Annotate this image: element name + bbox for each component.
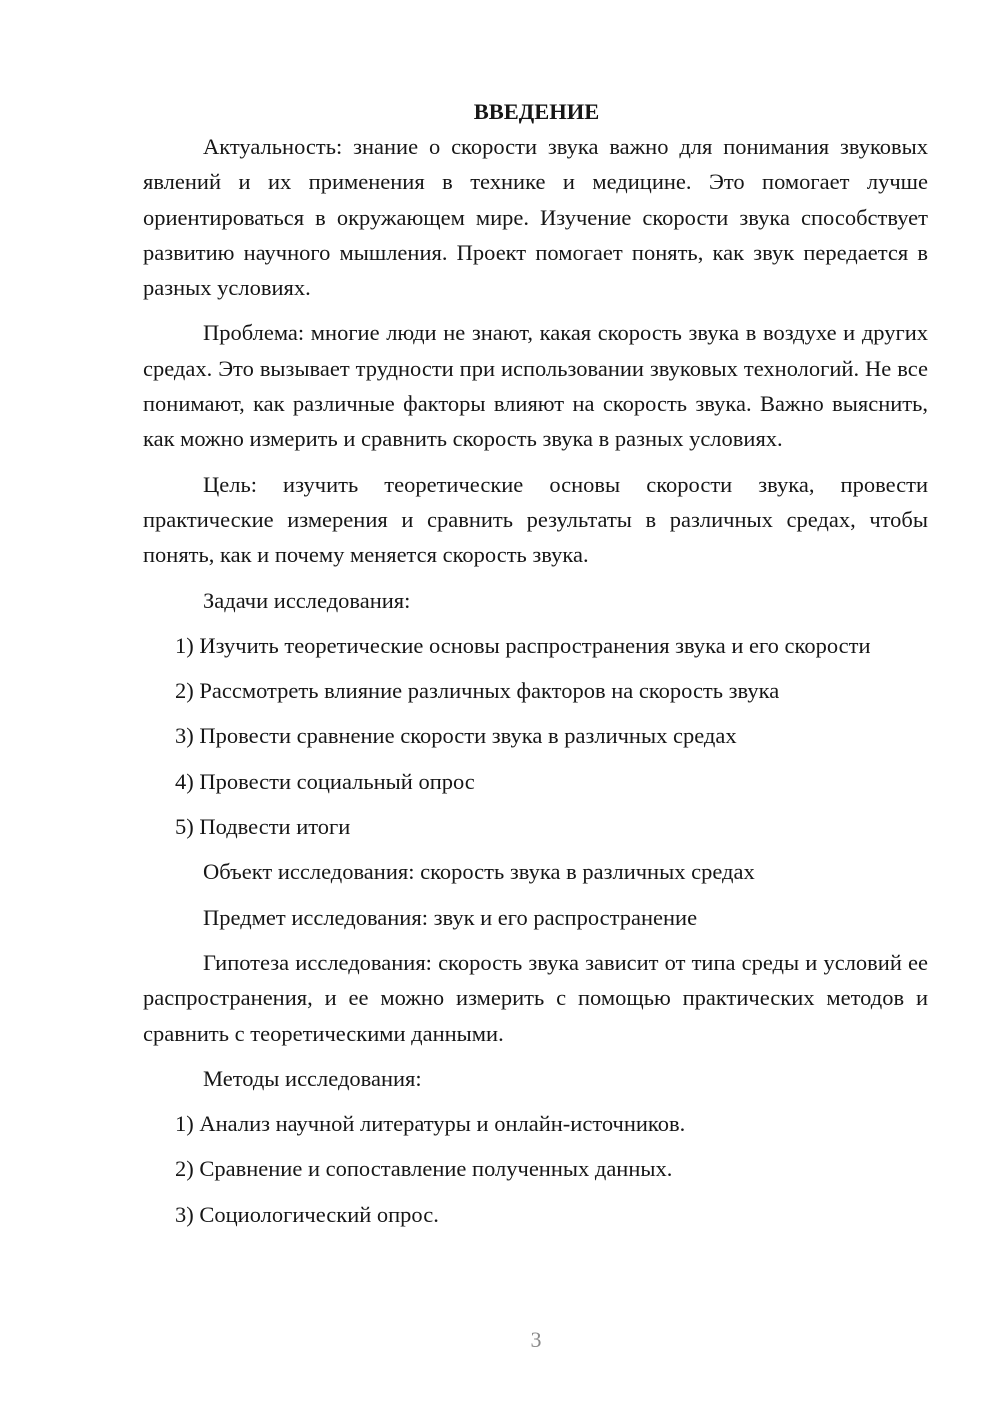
section-heading: ВВЕДЕНИЕ: [473, 99, 600, 124]
method-item: 2) Сравнение и сопоставление полученных данных.: [175, 1156, 673, 1182]
relevance-paragraph: Актуальность: знание о скорости звука важно для понимания звуковых явлений и их применения в технике и медицине. Это помогает лучше ориентироваться в окружающем мире. Изучение скорости звука способствует развитию научного мышления. Проект помогает понять, как звук передается в разных условиях.: [143, 134, 928, 301]
subject-paragraph: Предмет исследования: звук и его распространение: [203, 904, 698, 930]
methods-label: Методы исследования:: [203, 1065, 422, 1091]
goal-paragraph: Цель: изучить теоретические основы скорости звука, провести практические измерения и сравнить результаты в различных средах, чтобы понять, как и почему меняется скорость звука.: [143, 471, 928, 568]
document-page: [143, 94, 928, 1232]
tasks-label: Задачи исследования:: [203, 587, 411, 613]
method-item: 1) Анализ научной литературы и онлайн-источников.: [175, 1111, 686, 1137]
task-item: 3) Провести сравнение скорости звука в различных средах: [175, 723, 737, 749]
method-item: 3) Социологический опрос.: [175, 1201, 439, 1227]
object-paragraph: Объект исследования: скорость звука в различных средах: [203, 859, 755, 885]
task-item: 5) Подвести итоги: [175, 814, 351, 840]
page-number: 3: [530, 1327, 542, 1352]
task-item: 2) Рассмотреть влияние различных факторов на скорость звука: [175, 678, 780, 704]
task-item: 1) Изучить теоретические основы распространения звука и его скорости: [175, 632, 871, 658]
problem-paragraph: Проблема: многие люди не знают, какая скорость звука в воздухе и других средах. Это вызывает трудности при использовании звуковых технологий. Не все понимают, как различные факторы влияют на скорость звука. Важно выяснить, как можно измерить и сравнить скорость звука в разных условиях.: [143, 320, 928, 452]
task-item: 4) Провести социальный опрос: [175, 768, 475, 794]
hypothesis-paragraph: Гипотеза исследования: скорость звука зависит от типа среды и условий ее распространения, и ее можно измерить с помощью практических методов и сравнить с теоретическими данными.: [143, 949, 928, 1046]
